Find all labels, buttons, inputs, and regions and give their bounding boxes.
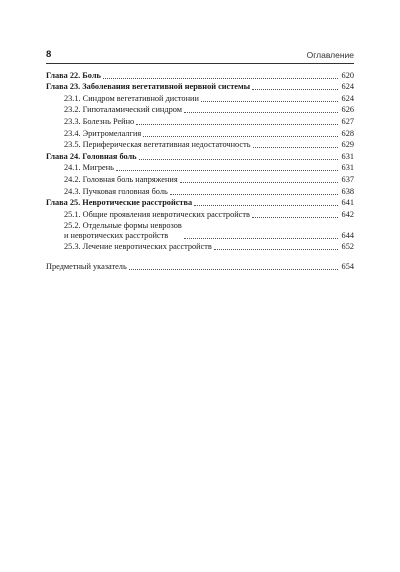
- toc-entry-title: 25.1. Общие проявления невротических расстройств: [64, 209, 250, 219]
- dot-leader: [252, 89, 338, 90]
- toc-section-23-5[interactable]: [46, 139, 354, 151]
- toc-chapter-23[interactable]: [46, 81, 354, 93]
- toc-entry-title: 24.3. Пучковая головная боль: [64, 186, 168, 196]
- toc-entry-page: 638: [341, 186, 354, 196]
- toc-entry-title: 24.1. Мигрень: [64, 163, 114, 173]
- section-title: Оглавление: [306, 50, 354, 60]
- toc-chapter-25[interactable]: [46, 197, 354, 209]
- toc-entry-page: 654: [341, 261, 354, 271]
- toc-entry-page: 644: [341, 230, 354, 240]
- dot-leader: [103, 78, 338, 79]
- toc-subject-index[interactable]: [46, 260, 354, 272]
- toc-section-23-2[interactable]: [46, 104, 354, 116]
- toc-entry-title: 23.4. Эритромелалгия: [64, 128, 142, 138]
- toc-entry-page: 642: [341, 209, 354, 219]
- toc-entry-page: 652: [341, 242, 354, 252]
- toc-entry-title: Глава 22. Боль: [46, 70, 101, 80]
- toc-entry-page: 627: [341, 116, 354, 126]
- dot-leader: [194, 205, 338, 206]
- toc-entry-page: 631: [341, 163, 354, 173]
- dot-leader: [180, 182, 338, 183]
- toc-section-24-3[interactable]: [46, 185, 354, 197]
- toc-entry-page: 624: [341, 82, 354, 92]
- toc-section-25-3[interactable]: [46, 241, 354, 253]
- toc-section-25-2[interactable]: [46, 220, 354, 241]
- dot-leader: [136, 124, 338, 125]
- dot-leader: [116, 170, 338, 171]
- toc-section-25-1[interactable]: [46, 208, 354, 220]
- toc-section-23-1[interactable]: [46, 92, 354, 104]
- toc-entry-page: 624: [341, 93, 354, 103]
- toc-entry-page: 628: [341, 128, 354, 138]
- toc-section-24-2[interactable]: [46, 173, 354, 185]
- dot-leader: [214, 249, 338, 250]
- dot-leader: [201, 101, 338, 102]
- toc-chapter-24[interactable]: [46, 150, 354, 162]
- toc-entry-title: 23.5. Периферическая вегетативная недостаточность: [64, 140, 251, 150]
- toc-entry-title: Глава 24. Головная боль: [46, 151, 137, 161]
- toc-section-24-1[interactable]: [46, 162, 354, 174]
- toc-entry-title-line2: и невротических расстройств: [64, 230, 169, 240]
- dot-leader: [184, 238, 338, 239]
- page-number: 8: [46, 49, 52, 60]
- toc-entry-title: [64, 221, 184, 241]
- toc-entry-title: Предметный указатель: [46, 261, 127, 271]
- toc-entry-title: Глава 25. Невротические расстройства: [46, 198, 193, 208]
- toc-entry-page: 620: [341, 70, 354, 80]
- dot-leader: [253, 147, 339, 148]
- toc-entry-title: 23.1. Синдром вегетативной дистонии: [64, 93, 199, 103]
- toc-entry-page: 631: [341, 151, 354, 161]
- toc-chapter-22[interactable]: [46, 69, 354, 81]
- toc-entry-title: Глава 23. Заболевания вегетативной нервной системы: [46, 82, 251, 92]
- dot-leader: [129, 269, 338, 270]
- toc-entry-page: 626: [341, 105, 354, 115]
- toc-entry-page: 629: [341, 140, 354, 150]
- toc-section-23-4[interactable]: [46, 127, 354, 139]
- page-header: [46, 49, 354, 64]
- dot-leader: [170, 194, 338, 195]
- toc-entry-title: 23.3. Болезнь Рейно: [64, 116, 135, 126]
- table-of-contents: [46, 69, 354, 272]
- toc-entry-page: 637: [341, 174, 354, 184]
- dot-leader: [143, 136, 338, 137]
- toc-entry-title: 25.3. Лечение невротических расстройств: [64, 242, 212, 252]
- toc-entry-page: 641: [341, 198, 354, 208]
- dot-leader: [252, 217, 338, 218]
- toc-entry-title: 23.2. Гипоталамический синдром: [64, 105, 182, 115]
- dot-leader: [184, 112, 338, 113]
- toc-entry-title: 24.2. Головная боль напряжения: [64, 174, 178, 184]
- toc-section-23-3[interactable]: [46, 115, 354, 127]
- dot-leader: [139, 159, 338, 160]
- toc-entry-title-line1: 25.2. Отдельные формы неврозов: [64, 220, 182, 230]
